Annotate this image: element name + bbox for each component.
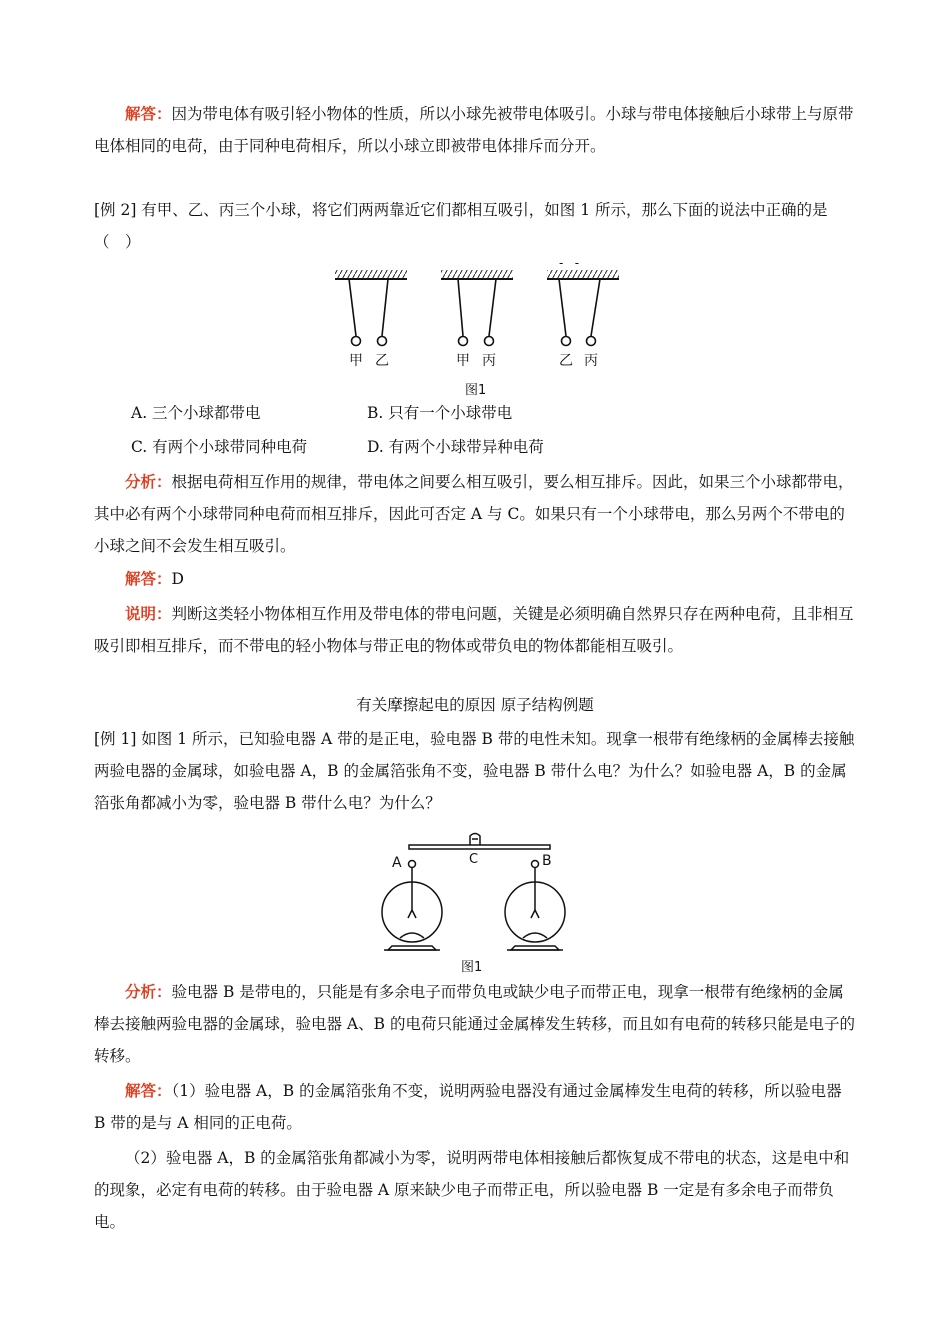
ball-bing-3	[587, 337, 596, 346]
analysis-label: 分析：	[125, 472, 172, 491]
label-c: C	[469, 852, 479, 867]
analysis-paragraph-3	[94, 976, 856, 1072]
note-label: 说明：	[125, 604, 172, 623]
ball-jia-1	[352, 337, 361, 346]
label-yi-3: 乙	[559, 353, 573, 369]
label-b: B	[542, 853, 552, 869]
option-c: C. 有两个小球带同种电荷	[131, 438, 308, 456]
hanging-balls-figure	[325, 256, 625, 400]
example-1-question: [例 1] 如图 1 所示，已知验电器 A 带的是正电，验电器 B 带的电性未知。现拿一根带有绝缘柄的金属棒去接触两验电器的金属球，如验电器 A，B 的金属箔张角不变，验电器 B 带什么电？为什么？如验电器 A，B 的金属箔张角都减小为零，验电器 B 带什么电？为什么？	[94, 730, 855, 812]
note-text: 判断这类轻小物体相互作用及带电体的带电问题，关键是必须明确自然界只存在两种电荷，且非相互吸引即相互排斥，而不带电的轻小物体与带正电的物体或带负电的物体都能相互吸引。	[94, 605, 854, 655]
section-title: 有关摩擦起电的原因 原子结构例题	[356, 696, 594, 714]
answer-paragraph-1	[94, 98, 856, 162]
label-jia-2: 甲	[456, 353, 470, 369]
analysis-text: 验电器 B 是带电的，只能是有多余电子而带负电或缺少电子而带正电，现拿一根带有绝缘柄的金属棒去接触两验电器的金属球，验电器 A、B 的电荷只能通过金属棒发生转移，而且如有电荷的转移只能是电子的转移。	[94, 983, 855, 1065]
electroscope-figure	[370, 828, 580, 978]
answer-label: 解答：	[125, 104, 172, 123]
label-jia-1: 甲	[349, 353, 363, 369]
ball-bing-2	[485, 337, 494, 346]
answer-label: 解答：	[125, 1081, 172, 1100]
analysis-text: 根据电荷相互作用的规律，带电体之间要么相互吸引，要么相互排斥。因此，如果三个小球都带电，其中必有两个小球带同种电荷而相互排斥，因此可否定 A 与 C。如果只有一个小球带电，那么另两个不带电的小球之间不会发生相互吸引。	[94, 473, 854, 555]
figure-caption-2: 图1	[461, 960, 483, 975]
label-bing-2: 丙	[482, 353, 496, 369]
label-bing-3: 丙	[584, 353, 598, 369]
answer-paragraph-4: （2）验电器 A，B 的金属箔张角都减小为零，说明两带电体相接触后都恢复成不带电的状态，这是电中和的现象，必定有电荷的转移。由于验电器 A 原来缺少电子而带正电，所以验电器 B 一定是有多余电子而带负电。	[94, 1149, 850, 1231]
option-a: A. 三个小球都带电	[131, 404, 261, 422]
electroscope-b	[505, 861, 565, 951]
label-yi-1: 乙	[375, 353, 389, 369]
answer-label: 解答：	[125, 569, 172, 588]
answer-text: D	[171, 570, 184, 588]
ball-yi-1	[378, 337, 387, 346]
ceiling-3	[547, 270, 619, 279]
metal-rod	[409, 845, 550, 849]
analysis-label: 分析：	[125, 982, 172, 1001]
answer-paragraph-3	[94, 1075, 856, 1139]
example-2-question: [例 2] 有甲、乙、丙三个小球，将它们两两靠近它们都相互吸引，如图 1 所示，那么下面的说法中正确的是（ ）	[94, 201, 828, 251]
electroscope-a	[382, 861, 442, 951]
option-b: B. 只有一个小球带电	[367, 404, 513, 422]
ceiling-1	[335, 270, 407, 279]
figure-caption: 图1	[465, 383, 487, 398]
option-d: D. 有两个小球带异种电荷	[367, 438, 544, 456]
ceiling-2	[441, 270, 513, 279]
answer-text: （1）验电器 A，B 的金属箔张角不变，说明两验电器没有通过金属棒发生电荷的转移，所以验电器 B 带的是与 A 相同的正电荷。	[94, 1082, 842, 1132]
answer-text: 因为带电体有吸引轻小物体的性质，所以小球先被带电体吸引。小球与带电体接触后小球带上与原带电体相同的电荷，由于同种电荷相斥，所以小球立即被带电体排斥而分开。	[94, 105, 854, 155]
label-a: A	[392, 855, 402, 871]
ball-jia-2	[459, 337, 468, 346]
charge-marks: - -	[559, 256, 580, 270]
answer-paragraph-2	[94, 563, 856, 595]
note-paragraph	[94, 598, 856, 662]
analysis-paragraph-2	[94, 466, 856, 562]
ball-yi-3	[562, 337, 571, 346]
